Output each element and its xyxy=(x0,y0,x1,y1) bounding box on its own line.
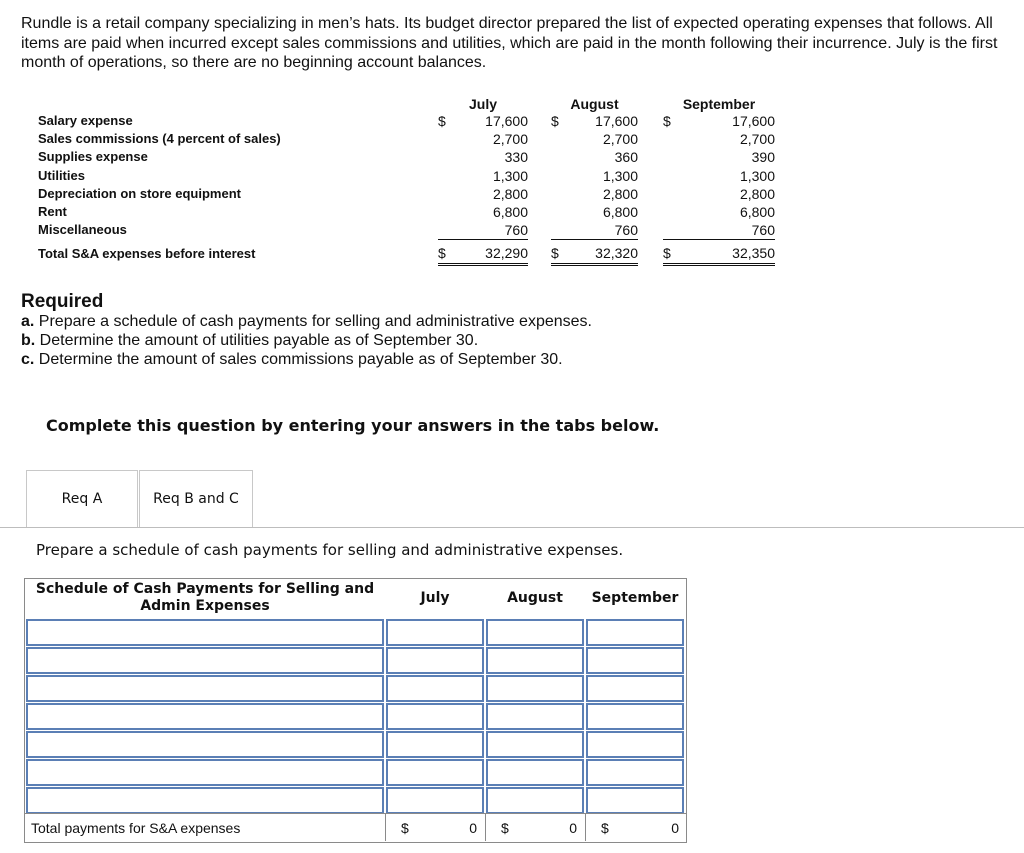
schedule-input-july-row-5[interactable] xyxy=(386,731,484,758)
schedule-total-august: 0 xyxy=(569,820,577,836)
currency-symbol: $ xyxy=(401,820,409,836)
schedule-total-label: Total payments for S&A expenses xyxy=(31,820,241,836)
schedule-input-description-row-7[interactable] xyxy=(26,787,384,814)
currency-symbol: $ xyxy=(551,245,559,262)
schedule-input-september-row-7[interactable] xyxy=(586,787,684,814)
schedule-input-july-row-3[interactable] xyxy=(386,675,484,702)
value-total-july: 32,290 xyxy=(485,245,528,262)
column-header-august: August xyxy=(570,96,619,112)
expense-column-september xyxy=(663,96,775,266)
currency-symbol: $ xyxy=(663,113,671,129)
expense-label-total: Total S&A expenses before interest xyxy=(38,246,256,262)
value-commissions-september: 2,700 xyxy=(739,131,775,148)
required-item-a: a. Prepare a schedule of cash payments for selling and administrative expenses. xyxy=(21,313,592,330)
value-total-august: 32,320 xyxy=(595,245,638,262)
schedule-input-september-row-3[interactable] xyxy=(586,675,684,702)
schedule-input-august-row-3[interactable] xyxy=(486,675,584,702)
schedule-input-september-row-2[interactable] xyxy=(586,647,684,674)
schedule-input-september-row-5[interactable] xyxy=(586,731,684,758)
schedule-input-august-row-1[interactable] xyxy=(486,619,584,646)
schedule-input-september-row-4[interactable] xyxy=(586,703,684,730)
value-depreciation-august: 2,800 xyxy=(602,185,638,202)
value-supplies-july: 330 xyxy=(504,149,528,166)
schedule-input-description-row-4[interactable] xyxy=(26,703,384,730)
expense-label-utilities: Utilities xyxy=(38,167,85,183)
value-salary-july: 17,600 xyxy=(485,113,528,129)
expense-label-salary: Salary expense xyxy=(38,113,133,128)
required-item-b: b. Determine the amount of utilities payable as of September 30. xyxy=(21,332,479,349)
tab-req-b-and-c[interactable]: Req B and C xyxy=(139,470,253,527)
schedule-input-description-row-2[interactable] xyxy=(26,647,384,674)
currency-symbol: $ xyxy=(438,245,446,262)
instruction-text: Complete this question by entering your answers in the tabs below. xyxy=(46,416,660,435)
required-item-c: c. Determine the amount of sales commissions payable as of September 30. xyxy=(21,351,563,368)
value-rent-july: 6,800 xyxy=(492,203,528,220)
expense-label-misc: Miscellaneous xyxy=(38,222,127,238)
schedule-total-row xyxy=(25,813,686,842)
schedule-input-description-row-3[interactable] xyxy=(26,675,384,702)
schedule-label-header: Schedule of Cash Payments for Selling and Admin Expenses xyxy=(35,581,375,614)
schedule-input-description-row-5[interactable] xyxy=(26,731,384,758)
schedule-header-july: July xyxy=(420,589,450,606)
value-misc-september: 760 xyxy=(663,221,775,240)
schedule-input-august-row-4[interactable] xyxy=(486,703,584,730)
expense-labels xyxy=(38,112,338,264)
required-heading: Required xyxy=(21,291,104,312)
tab-bar xyxy=(0,470,1024,528)
prepare-instruction: Prepare a schedule of cash payments for selling and administrative expenses. xyxy=(36,541,624,559)
value-utilities-august: 1,300 xyxy=(602,167,638,184)
expense-label-depreciation: Depreciation on store equipment xyxy=(38,185,241,201)
schedule-input-july-row-2[interactable] xyxy=(386,647,484,674)
value-salary-august: 17,600 xyxy=(595,113,638,129)
value-supplies-august: 360 xyxy=(614,149,638,166)
currency-symbol: $ xyxy=(663,245,671,262)
expense-column-july xyxy=(438,96,528,266)
currency-symbol: $ xyxy=(501,820,509,836)
schedule-header-august: August xyxy=(507,589,563,606)
schedule-total-july: 0 xyxy=(469,820,477,836)
value-commissions-july: 2,700 xyxy=(492,131,528,148)
tab-req-a[interactable]: Req A xyxy=(26,470,138,527)
value-salary-september: 17,600 xyxy=(732,113,775,129)
schedule-input-july-row-6[interactable] xyxy=(386,759,484,786)
cash-payments-schedule-table xyxy=(24,578,687,843)
expense-column-august xyxy=(551,96,638,266)
schedule-input-july-row-4[interactable] xyxy=(386,703,484,730)
value-commissions-august: 2,700 xyxy=(602,131,638,148)
value-total-september: 32,350 xyxy=(732,245,775,262)
schedule-header-september: September xyxy=(591,589,679,606)
value-supplies-september: 390 xyxy=(751,149,775,166)
problem-intro: Rundle is a retail company specializing in men’s hats. Its budget director prepared the list of expected operating expenses that follows. All items are paid when incurred except sales commissions and utilities, which are paid in the month following their incurrence. July is the first month of operations, so there are no beginning account balances. xyxy=(21,15,998,71)
schedule-input-july-row-1[interactable] xyxy=(386,619,484,646)
required-section xyxy=(21,292,592,369)
column-header-july: July xyxy=(468,96,497,112)
currency-symbol: $ xyxy=(551,113,559,129)
expense-label-rent: Rent xyxy=(38,203,67,219)
expense-label-commissions: Sales commissions (4 percent of sales) xyxy=(38,131,281,147)
column-header-september: September xyxy=(682,96,756,112)
schedule-input-august-row-2[interactable] xyxy=(486,647,584,674)
value-depreciation-september: 2,800 xyxy=(739,185,775,202)
schedule-input-description-row-1[interactable] xyxy=(26,619,384,646)
value-utilities-july: 1,300 xyxy=(492,167,528,184)
schedule-total-september: 0 xyxy=(671,820,679,836)
currency-symbol: $ xyxy=(601,820,609,836)
schedule-input-september-row-6[interactable] xyxy=(586,759,684,786)
value-rent-september: 6,800 xyxy=(739,203,775,220)
value-misc-july: 760 xyxy=(438,221,528,240)
schedule-input-description-row-6[interactable] xyxy=(26,759,384,786)
value-rent-august: 6,800 xyxy=(602,203,638,220)
expense-label-supplies: Supplies expense xyxy=(38,149,148,165)
schedule-input-september-row-1[interactable] xyxy=(586,619,684,646)
value-depreciation-july: 2,800 xyxy=(492,185,528,202)
schedule-input-august-row-7[interactable] xyxy=(486,787,584,814)
value-utilities-september: 1,300 xyxy=(739,167,775,184)
schedule-input-august-row-5[interactable] xyxy=(486,731,584,758)
schedule-input-august-row-6[interactable] xyxy=(486,759,584,786)
value-misc-august: 760 xyxy=(551,221,638,240)
schedule-input-july-row-7[interactable] xyxy=(386,787,484,814)
currency-symbol: $ xyxy=(438,113,446,129)
